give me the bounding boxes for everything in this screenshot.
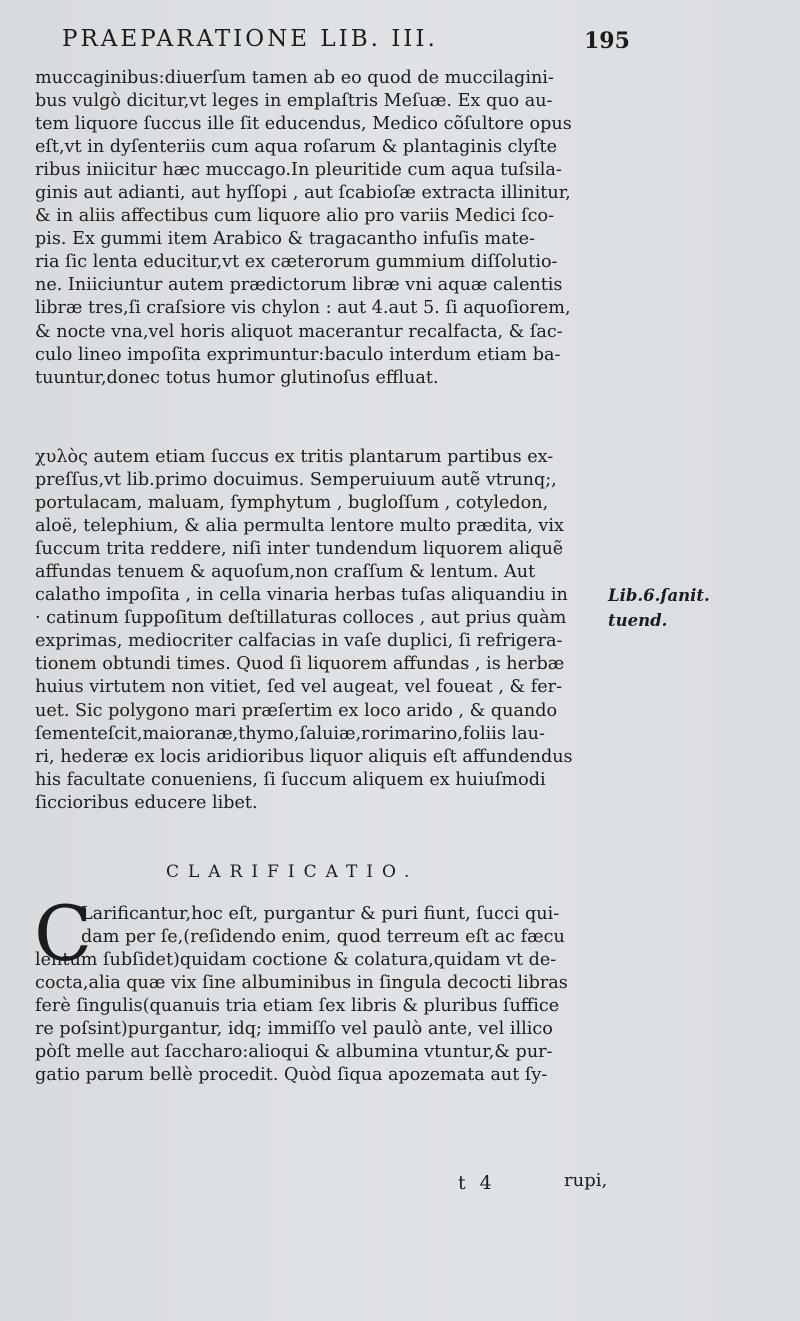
text-line: χυλὸς autem etiam ſuccus ex tritis plantarum partibus ex- bbox=[35, 447, 554, 467]
text-line: pis. Ex gummi item Arabico & tragacantho infuſis mate- bbox=[35, 229, 535, 250]
text-line: ſementeſcit,maioranæ,thymo,ſaluiæ,rorimarino,foliis lau- bbox=[35, 723, 545, 744]
text-line: cocta,alia quæ vix ſine albuminibus in ſingula decocti libras bbox=[35, 973, 568, 994]
text-line: Larificantur,hoc eſt, purgantur & puri fiunt, ſucci qui- bbox=[81, 904, 560, 924]
text-line: ribus iniicitur hæc muccago.In pleuritide cum aqua tuſsila- bbox=[35, 160, 562, 181]
text-line: portulacam, maluam, ſymphytum , bugloſſum , cotyledon, bbox=[35, 493, 549, 514]
running-title: PRAEPARATIONE LIB. III. bbox=[62, 26, 438, 52]
text-line: huius virtutem non vitiet, ſed vel augeat, vel foueat , & fer- bbox=[35, 677, 563, 698]
text-line: uet. Sic polygono mari præſertim ex loco arido , & quando bbox=[35, 700, 558, 721]
paragraph-1 bbox=[35, 67, 605, 390]
paragraph-3 bbox=[35, 903, 605, 1087]
text-line: tionem obtundi times. Quod ſi liquorem affundas , is herbæ bbox=[35, 654, 565, 675]
text-line: tuuntur,donec totus humor glutinoſus effluat. bbox=[35, 367, 439, 388]
text-line: ſiccioribus educere libet. bbox=[35, 792, 258, 813]
text-line: aloë, telephium, & alia permulta lentore multo prædita, vix bbox=[35, 516, 564, 537]
text-line: ginis aut adianti, aut hyſſopi , aut ſcabioſæ extracta illinitur, bbox=[35, 183, 571, 204]
text-line: exprimas, mediocriter calfacias in vaſe duplici, ſi refrigera- bbox=[35, 631, 563, 652]
text-line: ferè ſingulis(quanuis tria etiam ſex libris & pluribus ſuffice bbox=[35, 996, 560, 1017]
text-line: ria ſic lenta educitur,vt ex cæterorum gummium diſſolutio- bbox=[35, 252, 558, 273]
text-line: muccaginibus:diuerſum tamen ab eo quod de muccilagini- bbox=[35, 68, 554, 88]
paragraph-2 bbox=[35, 446, 605, 815]
signature-mark: t 4 bbox=[458, 1172, 496, 1194]
margin-note-line: Lib.6.ſanit. bbox=[608, 586, 710, 605]
catchword: rupi, bbox=[564, 1170, 608, 1191]
text-line: affundas tenuem & aquoſum,non craſſum & lentum. Aut bbox=[35, 562, 536, 583]
section-heading: CLARIFICATIO. bbox=[166, 862, 419, 882]
text-line: dam per ſe,(reſidendo enim, quod terreum eſt ac fæcu bbox=[81, 927, 565, 948]
text-line: ri, hederæ ex locis aridioribus liquor aliquis eſt affundendus bbox=[35, 746, 573, 767]
text-line: libræ tres,ſi craſsiore vis chylon : aut 4.aut 5. ſi aquoſiorem, bbox=[35, 298, 571, 319]
text-line: lentum ſubſidet)quidam coctione & colatura,quidam vt de- bbox=[35, 950, 557, 971]
text-line: culo lineo impoſita exprimuntur:baculo interdum etiam ba- bbox=[35, 344, 561, 365]
text-line: tem liquore ſuccus ille ſit educendus, Medico cõſultore opus bbox=[35, 114, 572, 135]
page-number: 195 bbox=[584, 28, 630, 54]
text-line: · catinum ſuppoſitum deſtillaturas colloces , aut prius quàm bbox=[35, 608, 567, 629]
text-line: calatho impoſita , in cella vinaria herbas tuſas aliquandiu in bbox=[35, 585, 568, 606]
text-line: his facultate conueniens, ſi ſuccum aliquem ex huiuſmodi bbox=[35, 769, 546, 790]
text-line: pòſt melle aut ſaccharo:alioqui & albumina vtuntur,& pur- bbox=[35, 1042, 553, 1063]
text-line: & nocte vna,vel horis aliquot macerantur recalfacta, & ſac- bbox=[35, 321, 563, 342]
margin-note-line: tuend. bbox=[608, 611, 668, 630]
text-line: re poſsint)purgantur, idq; immiſſo vel paulò ante, vel illico bbox=[35, 1019, 553, 1040]
text-line: eſt,vt in dyſenteriis cum aqua roſarum & plantaginis clyſte bbox=[35, 137, 558, 158]
drop-cap: C bbox=[34, 889, 93, 978]
text-line: bus vulgò dicitur,vt leges in emplaſtris Meſuæ. Ex quo au- bbox=[35, 91, 553, 112]
text-line: gatio parum bellè procedit. Quòd ſiqua apozemata aut ſy- bbox=[35, 1065, 548, 1086]
running-header bbox=[62, 20, 630, 60]
text-line: preſſus,vt lib.primo docuimus. Semperuiuum autẽ vtrunq;, bbox=[35, 470, 557, 491]
text-line: ſuccum trita reddere, niſi inter tundendum liquorem aliquẽ bbox=[35, 539, 564, 560]
text-line: ne. Iniiciuntur autem prædictorum libræ vni aquæ calentis bbox=[35, 275, 563, 296]
text-line: & in aliis affectibus cum liquore alio pro variis Medici ſco- bbox=[35, 206, 555, 227]
